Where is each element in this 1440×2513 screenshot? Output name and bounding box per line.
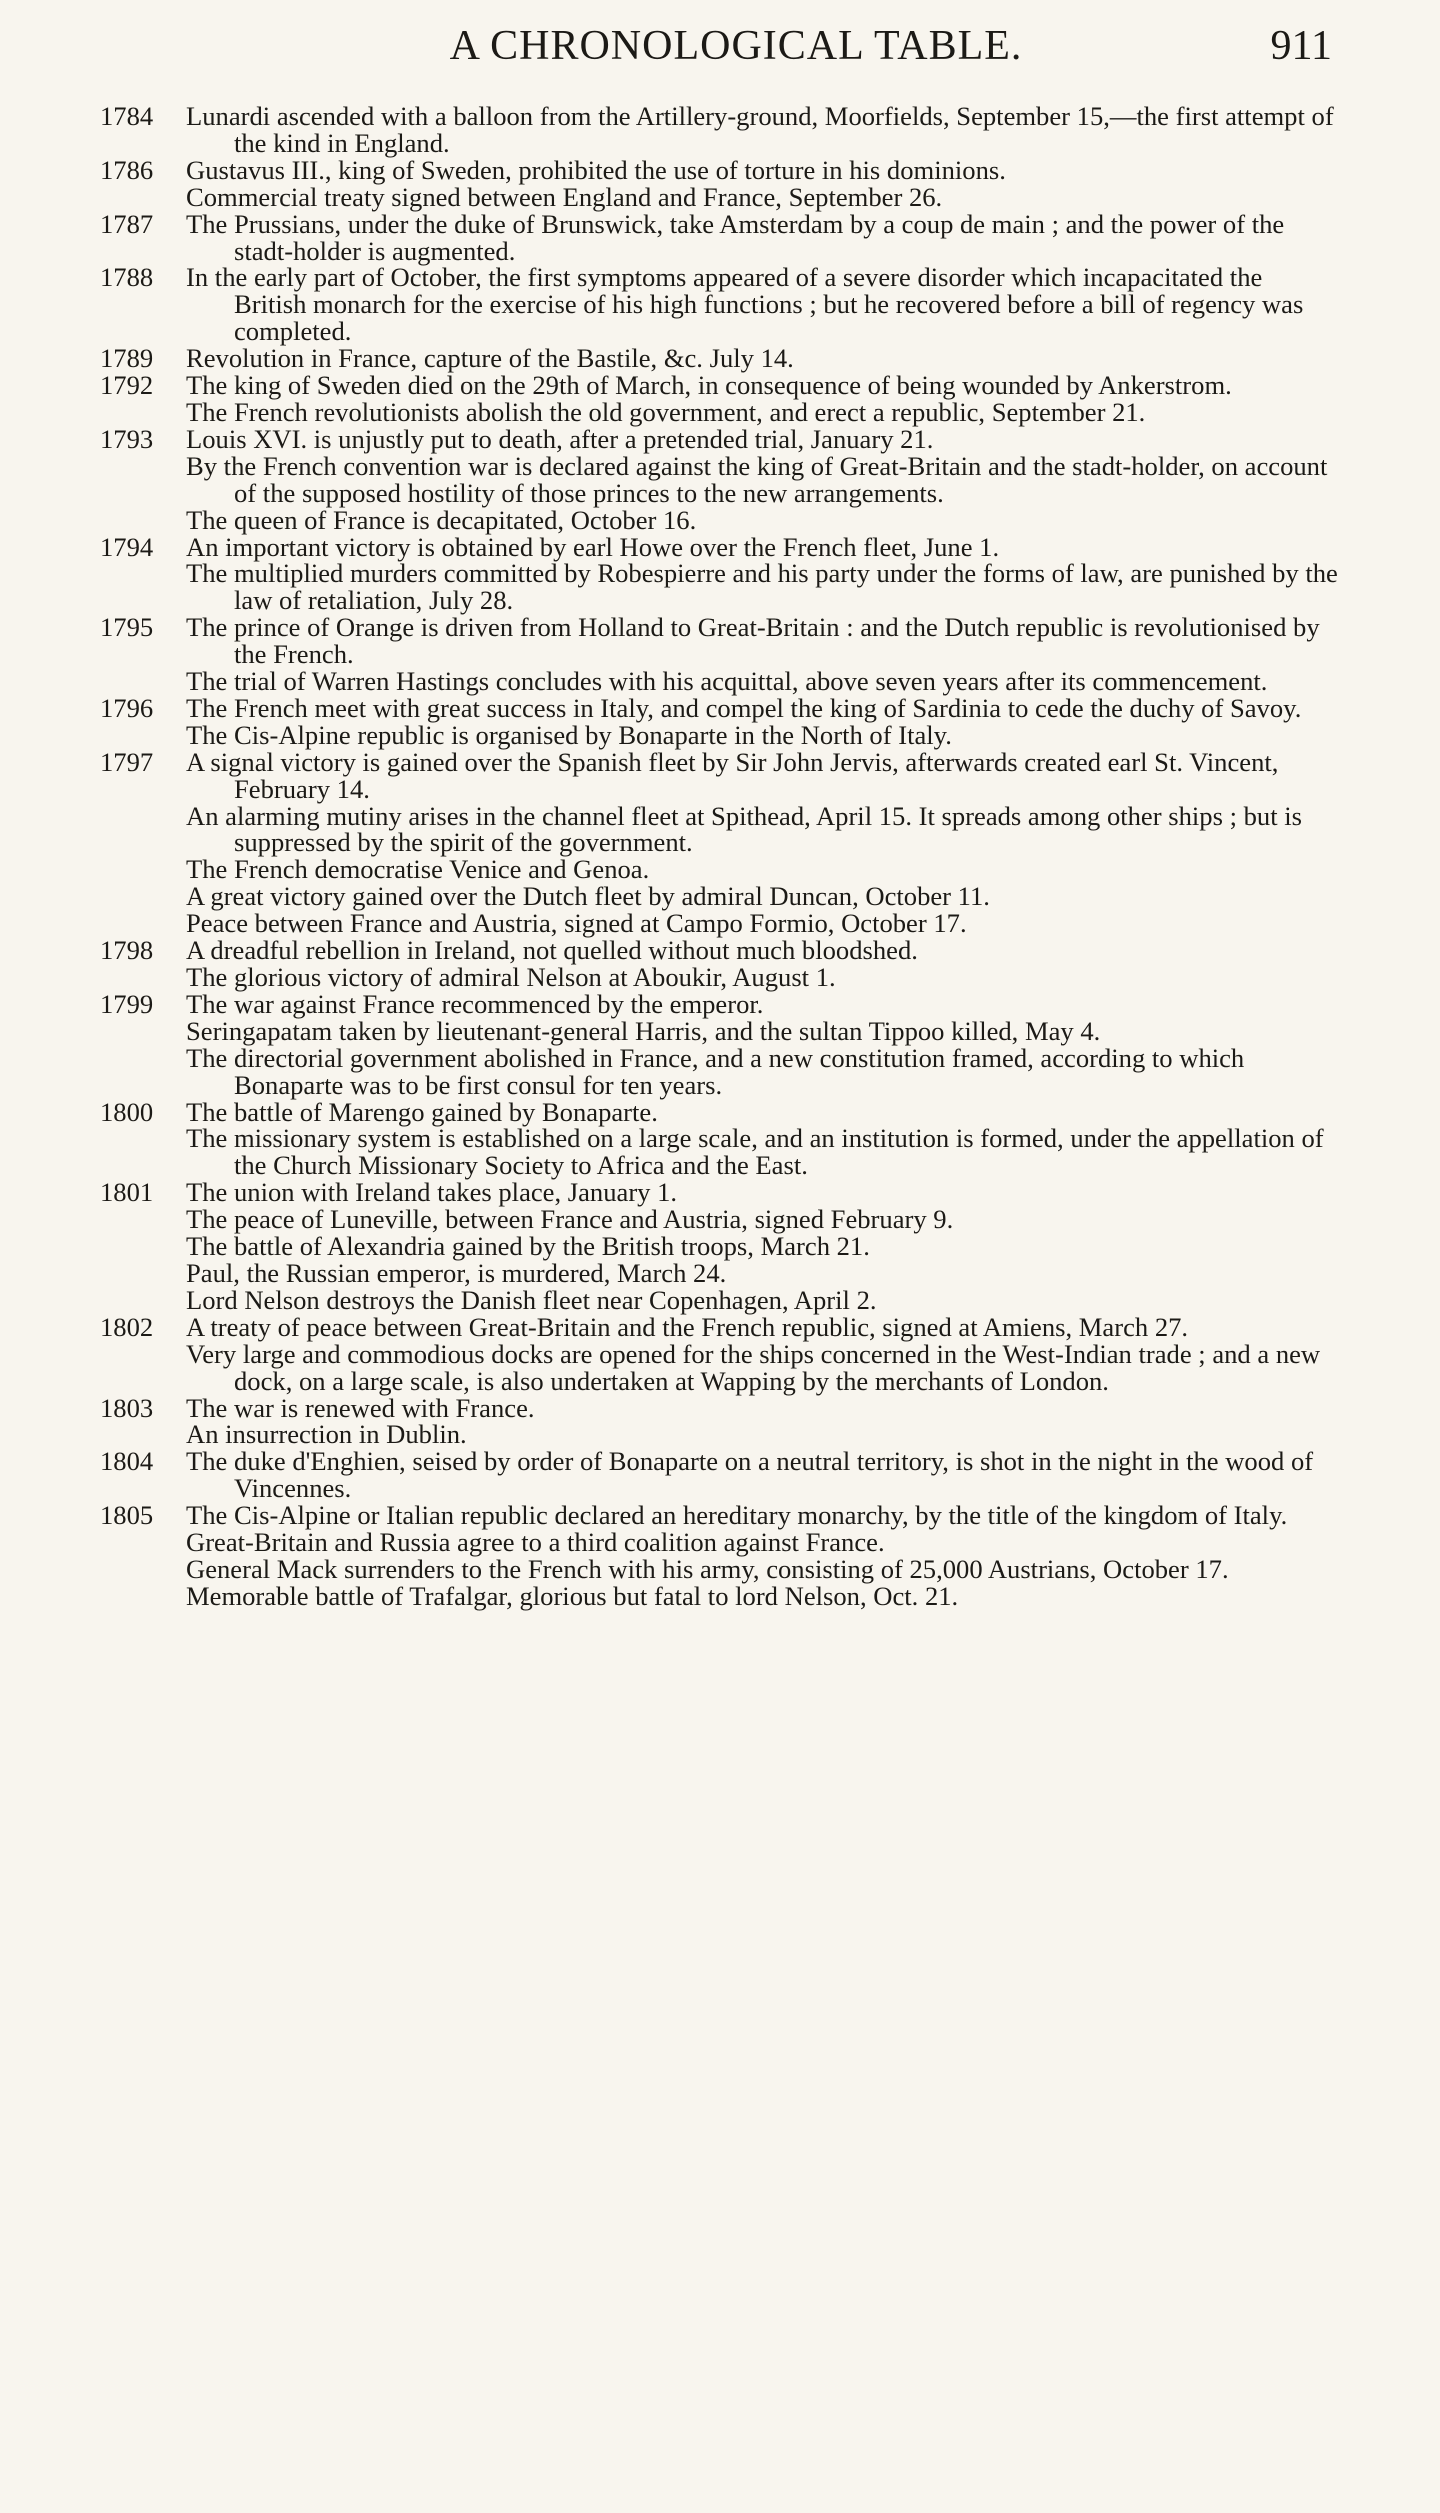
- event-item: [186, 910, 1340, 937]
- event-text: Seringapatam taken by lieutenant-general Harris, and the sultan Tippoo killed, May 4.: [186, 1015, 1101, 1046]
- event-item: [186, 1338, 1340, 1396]
- event-item: [186, 181, 1340, 212]
- year-entry: [100, 423, 1340, 535]
- event-item: [186, 1015, 1340, 1046]
- event-item: [186, 1448, 1340, 1502]
- year-label: 1803: [100, 1392, 154, 1423]
- event-item: [186, 719, 1340, 750]
- event-item: [186, 883, 1340, 910]
- event-item: [186, 1421, 1340, 1448]
- event-text: The prince of Orange is driven from Holland to Great-Britain : and the Dutch republic is revolutionised by the French.: [186, 612, 1320, 670]
- event-text: The union with Ireland takes place, January 1.: [186, 1177, 678, 1208]
- event-item: [186, 372, 1340, 399]
- event-text: The multiplied murders committed by Robespierre and his party under the forms of law, are punished by the law of retaliation, July 28.: [186, 558, 1338, 616]
- event-item: [186, 1553, 1340, 1584]
- event-text: By the French convention war is declared against the king of Great-Britain and the stadt-holder, on account of the supposed hostility of those princes to the new arrangements.: [186, 450, 1328, 508]
- event-text: General Mack surrenders to the French with his army, consisting of 25,000 Austrians, October 17.: [186, 1553, 1229, 1584]
- year-label: 1802: [100, 1311, 154, 1342]
- year-entry: [100, 614, 1340, 695]
- year-entry: [100, 531, 1340, 616]
- event-text: Gustavus III., king of Sweden, prohibited the use of torture in his dominions.: [186, 154, 1006, 185]
- event-text: The directorial government abolished in France, and a new constitution framed, according to which Bonaparte was to be first consul for ten years.: [186, 1042, 1245, 1100]
- year-label: 1797: [100, 746, 154, 777]
- event-item: [186, 746, 1340, 804]
- event-text: Lunardi ascended with a balloon from the Artillery-ground, Moorfields, September 15,—the first attempt of the kind in England.: [186, 101, 1334, 158]
- event-text: Peace between France and Austria, signed at Campo Formio, October 17.: [186, 908, 967, 939]
- event-text: The king of Sweden died on the 29th of March, in consequence of being wounded by Ankerstrom.: [186, 370, 1232, 401]
- event-text: The Prussians, under the duke of Brunswick, take Amsterdam by a coup de main ; and the power of the stadt-holder is augmented.: [186, 208, 1285, 266]
- event-item: [186, 1206, 1340, 1233]
- year-label: 1798: [100, 935, 154, 966]
- event-text: The battle of Alexandria gained by the British troops, March 21.: [186, 1231, 870, 1262]
- event-item: [186, 531, 1340, 562]
- event-text: The Cis-Alpine or Italian republic declared an hereditary monarchy, by the title of the kingdom of Italy.: [186, 1500, 1288, 1531]
- event-item: [186, 1042, 1340, 1100]
- event-item: [186, 345, 1340, 372]
- year-label: 1799: [100, 988, 154, 1019]
- year-entry: [100, 1448, 1340, 1502]
- year-entry: [100, 264, 1340, 345]
- year-entry: [100, 1392, 1340, 1450]
- event-text: The peace of Luneville, between France and Austria, signed February 9.: [186, 1204, 954, 1235]
- event-item: [186, 988, 1340, 1019]
- year-label: 1788: [100, 262, 154, 293]
- year-entry: [100, 692, 1340, 750]
- event-text: A signal victory is gained over the Spanish fleet by Sir John Jervis, afterwards created earl St. Vincent, February 14.: [186, 746, 1279, 804]
- chronology-list: [100, 103, 1340, 1610]
- event-text: Revolution in France, capture of the Bastile, &c. July 14.: [186, 343, 794, 374]
- event-item: [186, 154, 1340, 185]
- event-item: [186, 396, 1340, 427]
- year-entry: [100, 372, 1340, 426]
- event-text: The glorious victory of admiral Nelson at Aboukir, August 1.: [186, 962, 836, 992]
- event-text: A great victory gained over the Dutch fleet by admiral Duncan, October 11.: [186, 881, 990, 912]
- event-item: [186, 800, 1340, 858]
- event-text: The Cis-Alpine republic is organised by Bonaparte in the North of Italy.: [186, 719, 952, 750]
- event-text: The queen of France is decapitated, October 16.: [186, 504, 697, 535]
- year-label: 1786: [100, 154, 154, 185]
- event-item: [186, 1179, 1340, 1206]
- event-text: A dreadful rebellion in Ireland, not quelled without much bloodshed.: [186, 935, 918, 966]
- event-item: [186, 856, 1340, 883]
- event-item: [186, 1502, 1340, 1529]
- event-item: [186, 208, 1340, 266]
- event-item: [186, 264, 1340, 345]
- year-entry: [100, 988, 1340, 1100]
- year-label: 1804: [100, 1446, 154, 1477]
- year-label: 1787: [100, 208, 154, 239]
- year-entry: [100, 345, 1340, 372]
- year-label: 1784: [100, 101, 154, 131]
- event-text: The French meet with great success in Italy, and compel the king of Sardinia to cede the duchy of Savoy.: [186, 692, 1302, 723]
- event-text: An important victory is obtained by earl Howe over the French fleet, June 1.: [186, 531, 1000, 562]
- page-title: A CHRONOLOGICAL TABLE.: [449, 23, 1023, 69]
- year-entry: [100, 1096, 1340, 1181]
- event-item: [186, 560, 1340, 614]
- event-text: In the early part of October, the first symptoms appeared of a severe disorder which incapacitated the British monarch for the exercise of his high functions ; but he recovered before a bill of regency was completed.: [186, 262, 1304, 347]
- year-label: 1789: [100, 343, 154, 374]
- event-item: [186, 937, 1340, 964]
- event-text: An alarming mutiny arises in the channel fleet at Spithead, April 15. It spreads among other ships ; but is suppressed by the spirit of the government.: [186, 800, 1302, 858]
- event-item: [186, 1392, 1340, 1423]
- event-text: The French democratise Venice and Genoa.: [186, 854, 650, 885]
- year-entry: [100, 746, 1340, 939]
- event-text: Lord Nelson destroys the Danish fleet near Copenhagen, April 2.: [186, 1284, 877, 1315]
- year-entry: [100, 937, 1340, 991]
- year-entry: [100, 1311, 1340, 1396]
- event-item: [186, 668, 1340, 695]
- event-item: [186, 1257, 1340, 1288]
- event-text: The missionary system is established on a large scale, and an institution is formed, under the appellation of the Church Missionary Society to Africa and the East.: [186, 1123, 1324, 1181]
- page-header: [140, 22, 1332, 82]
- event-text: A treaty of peace between Great-Britain and the French republic, signed at Amiens, March 27.: [186, 1311, 1189, 1342]
- event-item: [186, 692, 1340, 723]
- event-item: [186, 1125, 1340, 1179]
- event-item: [186, 103, 1340, 157]
- event-text: The French revolutionists abolish the old government, and erect a republic, September 21.: [186, 396, 1146, 427]
- event-item: [186, 1311, 1340, 1342]
- event-text: Memorable battle of Trafalgar, glorious but fatal to lord Nelson, Oct. 21.: [186, 1580, 959, 1611]
- year-label: 1796: [100, 692, 154, 723]
- event-item: [186, 1529, 1340, 1556]
- event-text: Great-Britain and Russia agree to a third coalition against France.: [186, 1527, 885, 1558]
- year-entry: [100, 1502, 1340, 1610]
- year-label: 1801: [100, 1177, 154, 1208]
- year-label: 1795: [100, 612, 154, 643]
- event-text: Commercial treaty signed between England and France, September 26.: [186, 181, 943, 212]
- event-item: [186, 614, 1340, 668]
- event-text: Very large and commodious docks are opened for the ships concerned in the West-Indian trade ; and a new dock, on a large scale, is also undertaken at Wapping by the merchants of London.: [186, 1338, 1321, 1396]
- event-item: [186, 423, 1340, 454]
- event-item: [186, 964, 1340, 991]
- event-text: The trial of Warren Hastings concludes with his acquittal, above seven years after its commencement.: [186, 666, 1268, 697]
- event-item: [186, 1284, 1340, 1315]
- year-entry: [100, 103, 1340, 157]
- event-item: [186, 1233, 1340, 1260]
- event-text: An insurrection in Dublin.: [186, 1419, 467, 1450]
- event-text: The battle of Marengo gained by Bonaparte.: [186, 1096, 658, 1127]
- page-number: 911: [1270, 23, 1332, 69]
- event-item: [186, 1096, 1340, 1127]
- event-item: [186, 504, 1340, 535]
- year-entry: [100, 1179, 1340, 1314]
- event-text: Louis XVI. is unjustly put to death, after a pretended trial, January 21.: [186, 423, 934, 454]
- event-text: The duke d'Enghien, seised by order of Bonaparte on a neutral territory, is shot in the night in the wood of Vincennes.: [186, 1446, 1314, 1504]
- event-text: The war against France recommenced by the emperor.: [186, 988, 764, 1019]
- event-text: Paul, the Russian emperor, is murdered, March 24.: [186, 1257, 727, 1288]
- year-label: 1805: [100, 1500, 154, 1531]
- event-item: [186, 1580, 1340, 1611]
- year-entry: [100, 154, 1340, 212]
- year-label: 1794: [100, 531, 154, 562]
- year-label: 1800: [100, 1096, 154, 1127]
- year-label: 1792: [100, 370, 154, 401]
- year-label: 1793: [100, 423, 154, 454]
- event-text: The war is renewed with France.: [186, 1392, 535, 1423]
- event-item: [186, 450, 1340, 508]
- year-entry: [100, 208, 1340, 266]
